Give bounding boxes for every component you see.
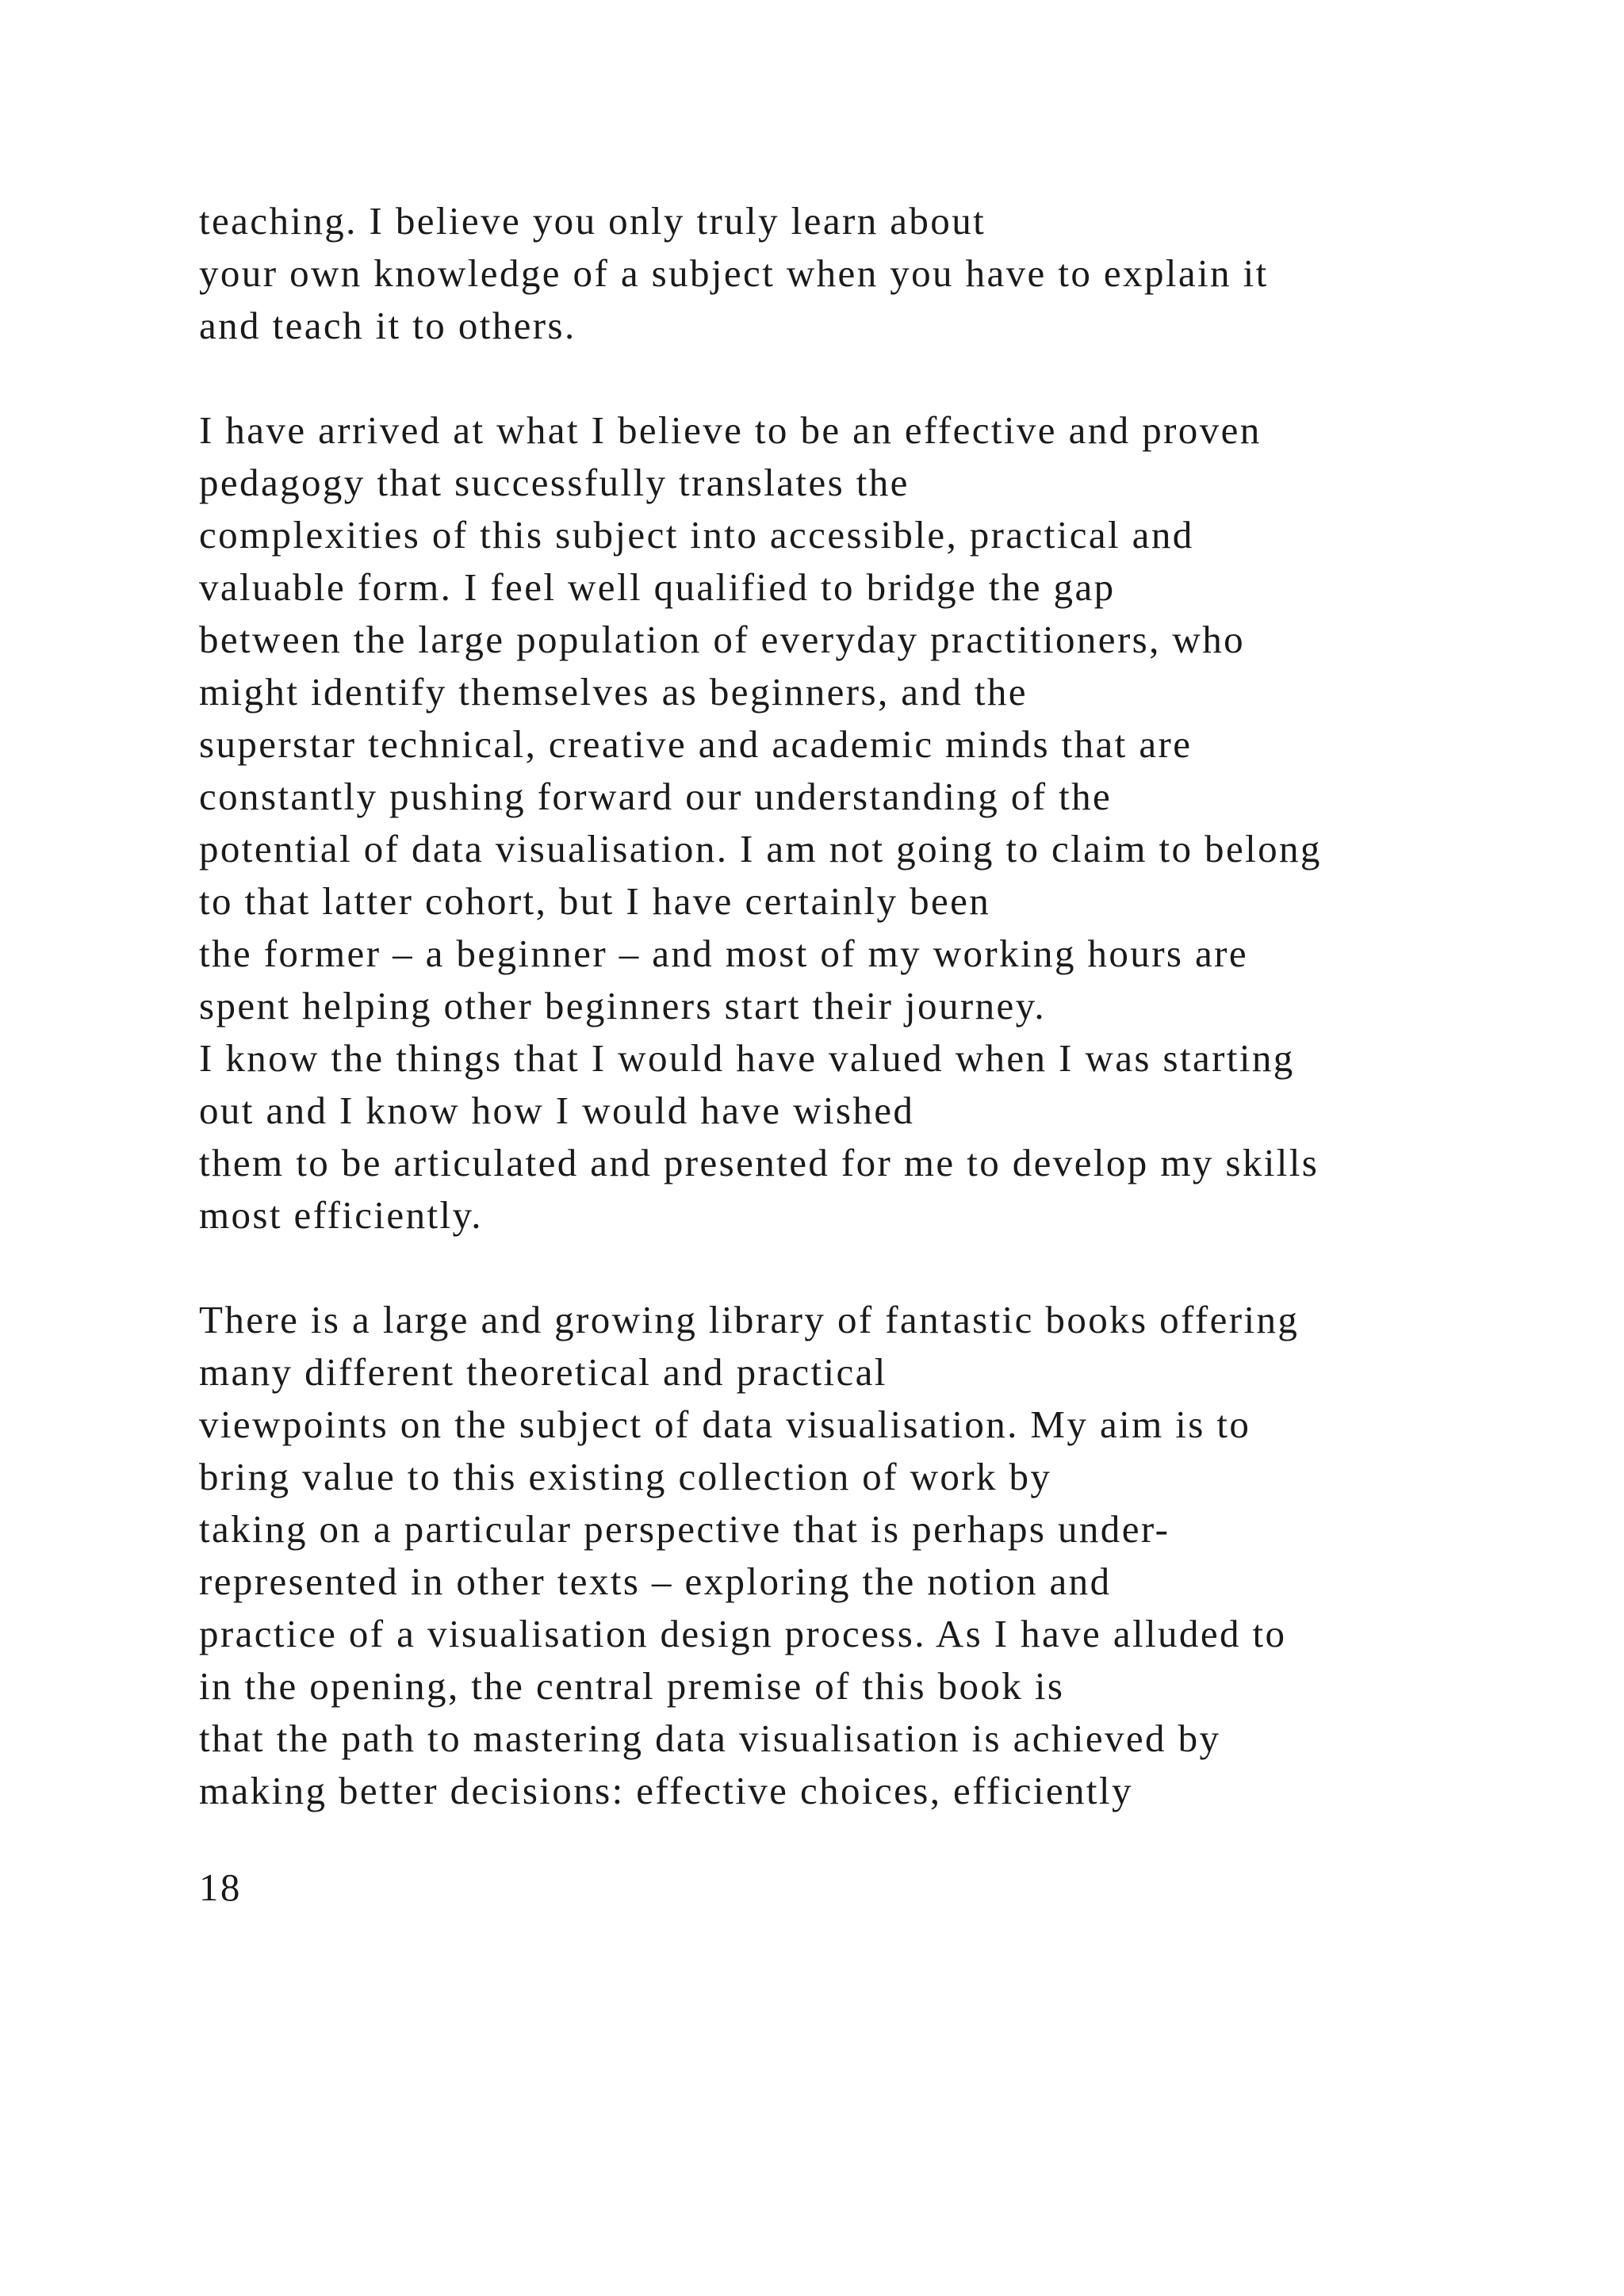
text-line: that the path to mastering data visualisation is achieved by (199, 1716, 1221, 1760)
text-line: teaching. I believe you only truly learn about (199, 199, 986, 243)
text-line: between the large population of everyday practitioners, who (199, 618, 1246, 661)
text-line: superstar technical, creative and academic minds that are (199, 722, 1193, 766)
paragraph-2 (199, 404, 1595, 1242)
text-line: taking on a particular perspective that is perhaps under- (199, 1507, 1170, 1551)
text-line: bring value to this existing collection of work by (199, 1455, 1052, 1498)
text-line: I know the things that I would have valued when I was starting (199, 1036, 1295, 1080)
text-line: and teach it to others. (199, 304, 576, 347)
text-line: valuable form. I feel well qualified to bridge the gap (199, 565, 1116, 609)
text-line: complexities of this subject into accessible, practical and (199, 513, 1194, 557)
text-line: pedagogy that successfully translates the (199, 461, 910, 504)
text-line: spent helping other beginners start their journey. (199, 984, 1046, 1027)
text-line: most efficiently. (199, 1193, 483, 1237)
text-line: many different theoretical and practical (199, 1350, 887, 1394)
text-line: your own knowledge of a subject when you have to explain it (199, 251, 1269, 295)
text-line: represented in other texts – exploring the notion and (199, 1559, 1112, 1603)
paragraph-3 (199, 1294, 1595, 1817)
text-line: potential of data visualisation. I am not going to claim to belong (199, 827, 1322, 871)
text-line: in the opening, the central premise of this book is (199, 1664, 1065, 1708)
text-line: I have arrived at what I believe to be an effective and proven (199, 408, 1262, 452)
text-line: out and I know how I would have wished (199, 1089, 915, 1132)
text-line: practice of a visualisation design process. As I have alluded to (199, 1612, 1287, 1655)
text-line: them to be articulated and presented for me to develop my skills (199, 1141, 1320, 1184)
text-line: making better decisions: effective choices, efficiently (199, 1769, 1133, 1812)
text-line: viewpoints on the subject of data visualisation. My aim is to (199, 1402, 1251, 1446)
page-number: 18 (199, 1866, 242, 1909)
text-line: There is a large and growing library of fantastic books offering (199, 1298, 1300, 1341)
text-line: the former – a beginner – and most of my working hours are (199, 932, 1249, 975)
text-line: to that latter cohort, but I have certainly been (199, 879, 991, 923)
body-text (199, 195, 1595, 1869)
text-line: might identify themselves as beginners, and the (199, 670, 1028, 714)
paragraph-1 (199, 195, 1595, 352)
text-line: constantly pushing forward our understanding of the (199, 775, 1113, 818)
